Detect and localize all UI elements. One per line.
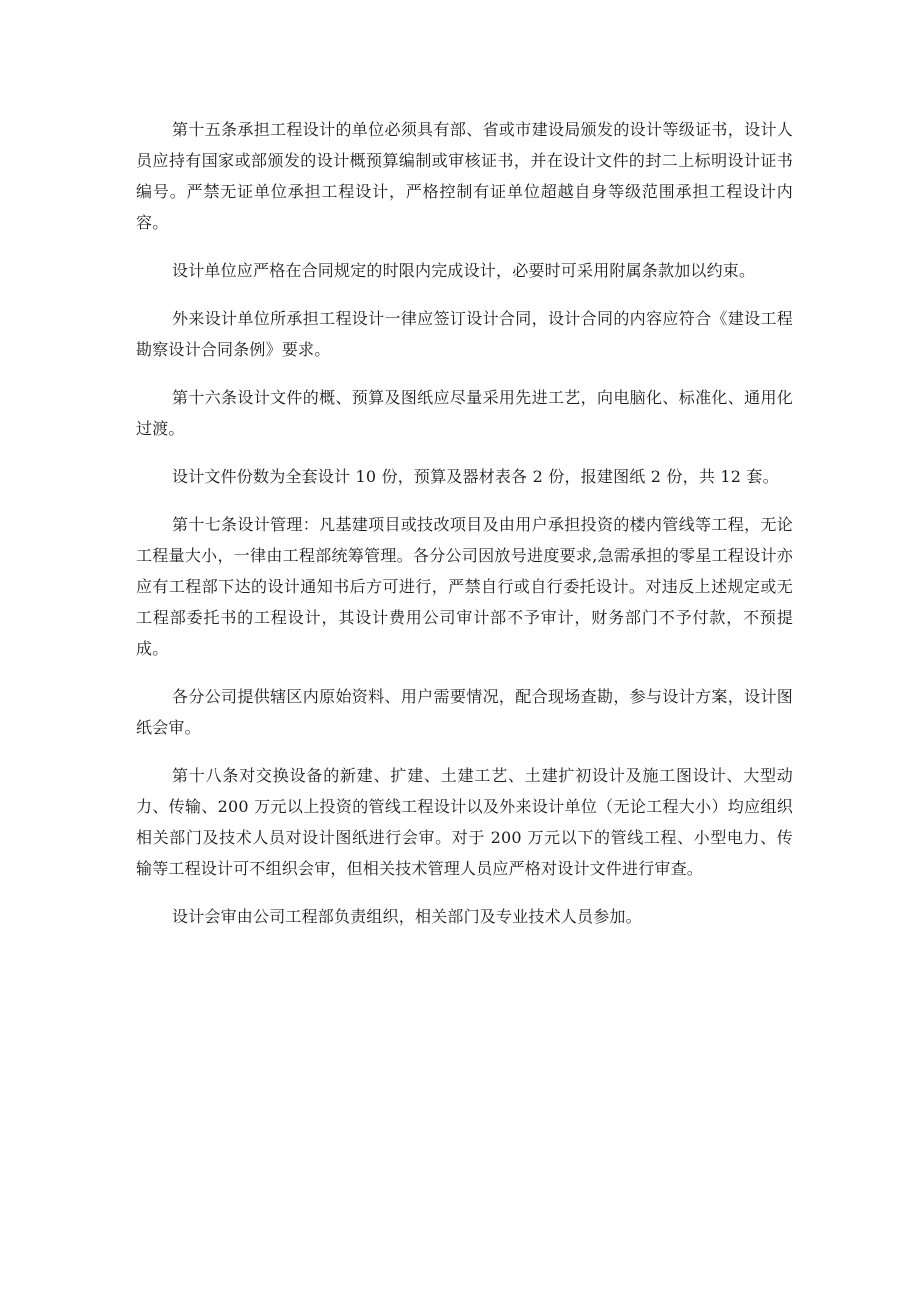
paragraph-article-15: 第十五条承担工程设计的单位必须具有部、省或市建设局颁发的设计等级证书，设计人员应持有国家或部颁发的设计概预算编制或审核证书，并在设计文件的封二上标明设计证书编号。严禁无证单位承担工程设计，严格控制有证单位超越自身等级范围承担工程设计内容。 (136, 120, 793, 232)
paragraph-design-deadline: 设计单位应严格在合同规定的时限内完成设计，必要时可采用附属条款加以约束。 (172, 261, 756, 280)
paragraph-document-copies: 设计文件份数为全套设计 10 份，预算及器材表各 2 份，报建图纸 2 份，共 12 套。 (172, 467, 779, 486)
paragraph-article-17: 第十七条设计管理：凡基建项目或技改项目及由用户承担投资的楼内管线等工程，无论工程量大小，一律由工程部统筹管理。各分公司因放号进度要求,急需承担的零星工程设计亦应有工程部下达的设计通知书后方可进行，严禁自行或自行委托设计。对违反上述规定或无工程部委托书的工程设计，其设计费用公司审计部不予审计，财务部门不予付款，不预提成。 (136, 515, 793, 658)
paragraph-article-18: 第十八条对交换设备的新建、扩建、土建工艺、土建扩初设计及施工图设计、大型动力、传输、200 万元以上投资的管线工程设计以及外来设计单位（无论工程大小）均应组织相关部门及技术人员对设计图纸进行会审。对于 200 万元以下的管线工程、小型电力、传输等工程设计可不组织会审，但相关技术管理人员应严格对设计文件进行审查。 (136, 766, 793, 878)
paragraph-article-16: 第十六条设计文件的概、预算及图纸应尽量采用先进工艺，向电脑化、标准化、通用化过渡。 (136, 388, 793, 438)
paragraph-review-organization: 设计会审由公司工程部负责组织，相关部门及专业技术人员参加。 (172, 907, 642, 926)
document-page (136, 114, 793, 949)
paragraph-branch-duties: 各分公司提供辖区内原始资料、用户需要情况，配合现场查勘，参与设计方案，设计图纸会审。 (136, 687, 793, 737)
paragraph-external-contract: 外来设计单位所承担工程设计一律应签订设计合同，设计合同的内容应符合《建设工程勘察设计合同条例》要求。 (136, 309, 793, 359)
